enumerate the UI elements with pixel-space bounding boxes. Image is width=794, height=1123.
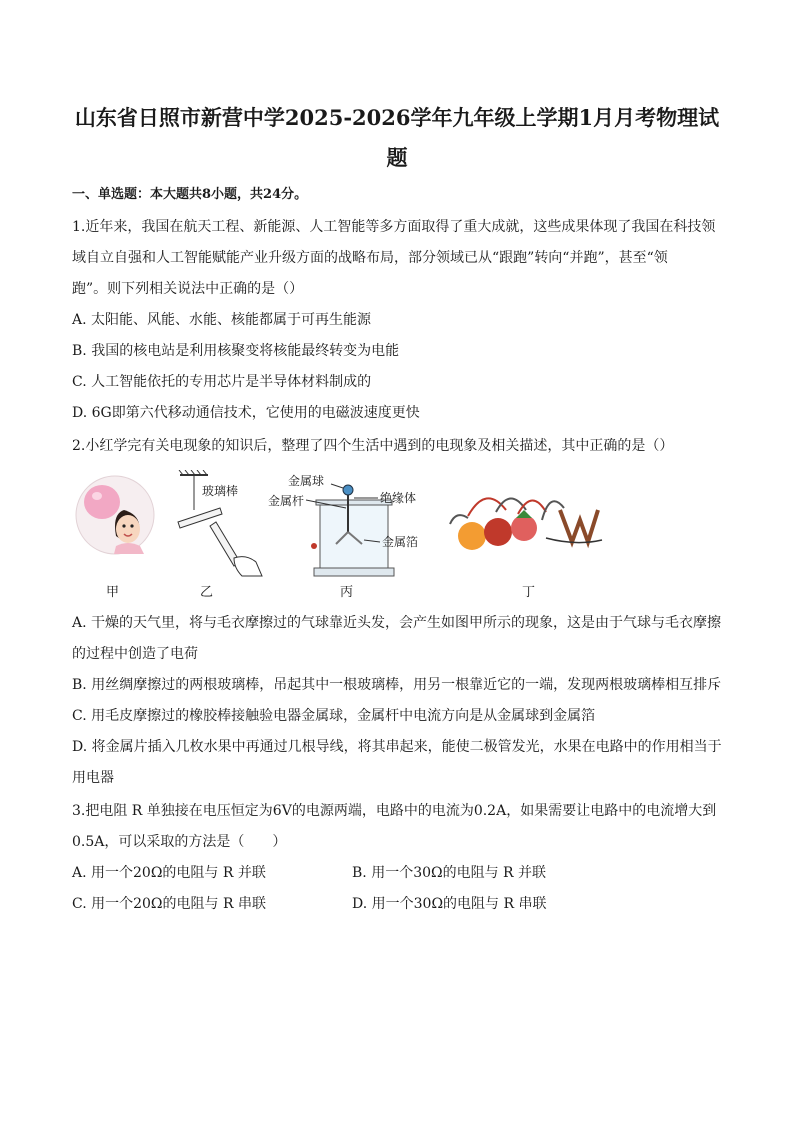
q1-option-a: A. 太阳能、风能、水能、核能都属于可再生能源	[72, 312, 372, 328]
q2-option-c: C. 用毛皮摩擦过的橡胶棒接触验电器金属球，金属杆中电流方向是从金属球到金属箔	[72, 708, 596, 724]
figure-jia-balloon-girl	[74, 474, 156, 556]
q2-option-d-line-1: D. 将金属片插入几枚水果中再通过几根导线，将其串起来，能使二极管发光，水果在电路中的作用相当于	[72, 739, 722, 755]
q1-stem-line-2: 域自立自强和人工智能赋能产业升级方面的战略布局，部分领域已从“跟跑”转向“并跑”，甚至“领	[72, 250, 668, 266]
q3-option-b: B. 用一个30Ω的电阻与 R 并联	[352, 865, 547, 881]
caption-yi: 乙	[200, 585, 214, 600]
q2-option-b: B. 用丝绸摩擦过的两根玻璃棒，吊起其中一根玻璃棒，用另一根靠近它的一端，发现两根玻璃棒相互排斥	[72, 677, 722, 693]
q3-option-a: A. 用一个20Ω的电阻与 R 并联	[72, 865, 266, 881]
title-line-2: 题	[386, 145, 408, 170]
figure-bing-electroscope	[266, 472, 432, 580]
label-metal-rod: 金属杆	[268, 494, 305, 508]
caption-ding: 丁	[522, 585, 536, 600]
q3-stem-line-2: 0.5A，可以采取的方法是（ ）	[72, 834, 287, 850]
q1-option-d: D. 6G即第六代移动通信技术，它使用的电磁波速度更快	[72, 405, 420, 421]
label-insulator: 绝缘体	[380, 491, 417, 505]
title-line-1: 山东省日照市新营中学2025-2026学年九年级上学期1月月考物理试	[74, 105, 720, 130]
figure-ding-fruit-battery	[446, 480, 604, 556]
q2-option-a-line-1: A. 干燥的天气里，将与毛衣摩擦过的气球靠近头发，会产生如图甲所示的现象，这是由于气球与毛衣摩擦	[72, 615, 722, 631]
q3-option-d: D. 用一个30Ω的电阻与 R 串联	[352, 896, 547, 912]
q2-option-a-line-2: 的过程中创造了电荷	[72, 646, 198, 662]
q2-option-d-line-2: 用电器	[72, 770, 114, 786]
label-glass-rod: 玻璃棒	[202, 484, 239, 498]
caption-bing: 丙	[340, 585, 354, 600]
q1-stem-line-1: 1.近年来，我国在航天工程、新能源、人工智能等多方面取得了重大成就，这些成果体现了我国在科技领	[72, 219, 716, 235]
caption-jia: 甲	[106, 585, 120, 600]
figure-yi-glass-rods	[172, 470, 267, 578]
q1-stem-line-3: 跑”。则下列相关说法中正确的是（）	[72, 281, 304, 297]
q1-option-c: C. 人工智能依托的专用芯片是半导体材料制成的	[72, 374, 372, 390]
q3-stem-line-1: 3.把电阻 R 单独接在电压恒定为6V的电源两端，电路中的电流为0.2A，如果需要让电路中的电流增大到	[72, 803, 717, 819]
section-heading: 一、单选题：本大题共8小题，共24分。	[72, 187, 308, 202]
q3-option-c: C. 用一个20Ω的电阻与 R 串联	[72, 896, 266, 912]
label-metal-foil: 金属箔	[382, 535, 419, 549]
q2-stem: 2.小红学完有关电现象的知识后，整理了四个生活中遇到的电现象及相关描述，其中正确的是（）	[72, 438, 674, 454]
label-metal-ball: 金属球	[288, 474, 325, 488]
q1-option-b: B. 我国的核电站是利用核聚变将核能最终转变为电能	[72, 343, 400, 359]
